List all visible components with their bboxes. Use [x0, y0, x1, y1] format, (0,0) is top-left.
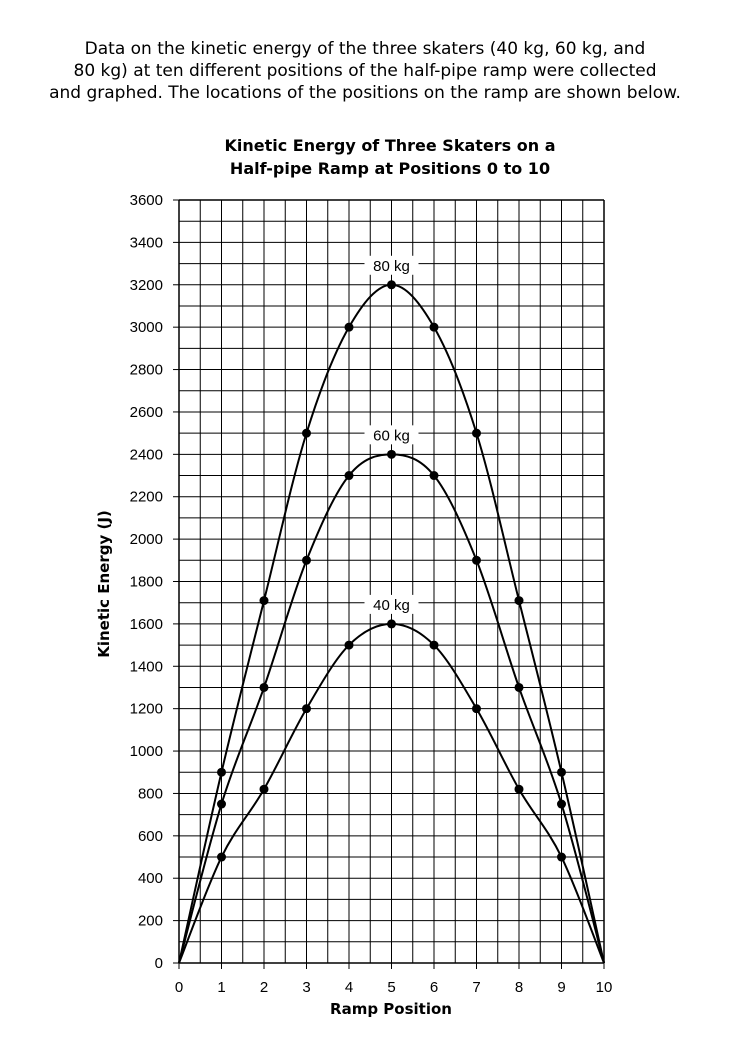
y-tick-label: 2000: [129, 531, 163, 549]
data-point: [217, 768, 226, 777]
data-point: [515, 683, 524, 692]
series-label: 60 kg: [373, 427, 410, 445]
x-tick-label: 3: [302, 979, 311, 996]
data-point: [472, 429, 481, 438]
chart-title-line-2: Half-pipe Ramp at Positions 0 to 10: [229, 159, 551, 178]
data-point: [302, 704, 311, 713]
data-point: [260, 785, 269, 794]
data-point: [430, 641, 439, 650]
x-tick-label: 8: [514, 979, 524, 996]
data-point: [472, 704, 481, 713]
plot-grid: [179, 200, 604, 963]
series-label: 80 kg: [373, 257, 410, 275]
y-tick-label: 3600: [129, 192, 163, 209]
x-tick-label: 5: [387, 979, 396, 996]
x-tick-label: 4: [344, 979, 354, 996]
x-tick-label: 0: [174, 979, 184, 996]
intro-line: Data on the kinetic energy of the three skaters (40 kg, 60 kg, and: [84, 39, 646, 59]
y-tick-label: 0: [154, 955, 163, 972]
data-point: [302, 556, 311, 565]
y-tick-label: 2600: [129, 403, 163, 421]
series-label: 40 kg: [373, 596, 410, 614]
data-point: [260, 596, 269, 605]
x-tick-label: 2: [259, 979, 269, 996]
y-tick-label: 600: [137, 827, 163, 845]
data-point: [345, 641, 354, 650]
y-tick-label: 1800: [129, 573, 163, 591]
y-tick-label: 200: [137, 912, 163, 930]
y-tick-label: 800: [137, 785, 163, 803]
data-point: [260, 683, 269, 692]
y-tick-label: 1000: [129, 743, 163, 761]
x-axis-label: Ramp Position: [330, 1000, 452, 1018]
x-tick-label: 7: [472, 979, 481, 996]
x-tick-label: 9: [557, 979, 566, 996]
y-tick-label: 1600: [129, 615, 163, 633]
y-tick-label: 2400: [129, 446, 163, 464]
y-tick-label: 3200: [129, 276, 163, 294]
data-point: [302, 429, 311, 438]
x-tick-label: 1: [217, 979, 226, 996]
data-point: [557, 800, 566, 809]
x-tick-label: 10: [595, 979, 613, 996]
data-point: [557, 768, 566, 777]
y-tick-label: 2200: [129, 488, 163, 506]
data-point: [515, 785, 524, 794]
intro-line: 80 kg) at ten different positions of the half-pipe ramp were collected: [73, 61, 657, 81]
data-point: [345, 471, 354, 480]
data-point: [430, 471, 439, 480]
y-tick-label: 2800: [129, 361, 163, 379]
data-point: [387, 280, 396, 289]
y-tick-label: 3000: [129, 319, 163, 337]
data-point: [430, 323, 439, 332]
chart-title-line-1: Kinetic Energy of Three Skaters on a: [224, 136, 556, 155]
data-point: [387, 619, 396, 628]
y-axis-ticks: [130, 192, 179, 972]
y-tick-label: 400: [137, 870, 163, 888]
y-tick-label: 1200: [129, 700, 163, 718]
y-tick-label: 1400: [129, 658, 163, 676]
y-axis-label: Kinetic Energy (J): [95, 510, 113, 658]
data-point: [387, 450, 396, 459]
data-point: [515, 596, 524, 605]
data-point: [472, 556, 481, 565]
data-point: [345, 323, 354, 332]
x-tick-label: 6: [429, 979, 439, 996]
data-point: [217, 853, 226, 862]
data-point: [217, 800, 226, 809]
data-point: [557, 853, 566, 862]
intro-line: and graphed. The locations of the positions on the ramp are shown below.: [49, 83, 681, 103]
x-axis-ticks: [175, 963, 613, 996]
y-tick-label: 3400: [129, 234, 163, 252]
